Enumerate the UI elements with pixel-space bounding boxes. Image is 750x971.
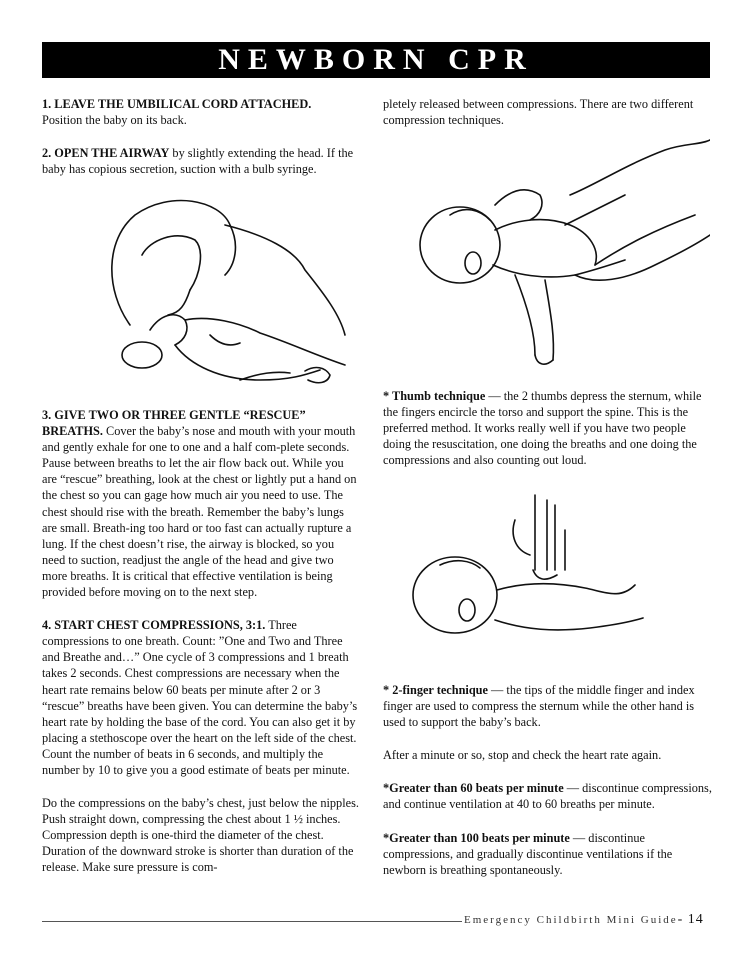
page-title: NEWBORN CPR: [218, 43, 534, 76]
left-column-lower: [42, 407, 360, 893]
step-3-heading: 3. GIVE TWO OR THREE GENTLE “RESCUE” BREATHS.: [42, 408, 306, 439]
page-number: - 14: [677, 912, 704, 927]
step-4: [42, 617, 360, 778]
step-1: [42, 96, 360, 128]
step-1-heading: 1. LEAVE THE UMBILICAL CORD ATTACHED.: [42, 97, 312, 111]
techniques-intro: pletely released between compressions. There are two different compression techniques.: [383, 97, 694, 128]
footer-guide-title: Emergency Childbirth Mini Guide: [464, 914, 678, 926]
two-finger-technique-illustration: [405, 490, 645, 665]
step-4-continued: Do the compressions on the baby’s chest, just below the nipples. Push straight down, compressing the chest about 1 ½ inches. Compression depth is one-third the diameter of the chest. Duration of the downward stroke is shorter than duration of the release. Make sure pressure is com-: [42, 796, 359, 875]
footer-rule: [42, 921, 462, 922]
two-finger-technique: [383, 682, 713, 730]
thumb-technique-body: — the 2 thumbs depress the sternum, while the fingers encircle the torso and support the spine. This is the preferred method. It works really well if you have two people doing the resuscitation, one doing the breaths and one doing the compressions and also counting out loud.: [383, 389, 702, 468]
greater-than-60-body: — discontinue compressions, and continue ventilation at 40 to 60 breaths per minute.: [383, 781, 712, 812]
greater-than-100: [383, 830, 713, 878]
rescue-breath-illustration: [90, 195, 355, 395]
right-column-middle: [383, 388, 713, 485]
two-finger-technique-body: — the tips of the middle finger and index finger are used to compress the sternum while the other hand is used to support the baby’s back.: [383, 683, 695, 730]
step-2: [42, 145, 360, 177]
thumb-technique-illustration: [395, 135, 710, 375]
step-2-heading: 2. OPEN THE AIRWAY: [42, 146, 170, 161]
footer: [464, 912, 704, 928]
step-3: [42, 407, 360, 600]
left-column: [42, 96, 360, 194]
right-column-bottom: [383, 682, 713, 895]
title-bar: [42, 42, 710, 78]
thumb-technique: [383, 388, 713, 468]
two-finger-technique-heading: * 2-finger technique: [383, 683, 488, 697]
greater-than-60-heading: *Greater than 60 beats per minute: [383, 781, 564, 796]
step-3-body: Cover the baby’s nose and mouth with your mouth and gently exhale for one to one and a half com-plete seconds. Pause between breaths to let the air flow back out. While you are “rescue” breathing, look at the chest or lightly put a hand on the chest so you can gage how much air you need to use. The chest should rise with the breath. Remember the baby’s lungs are small. Breath-ing too hard or too fast can actually rupture a lung. If the chest doesn’t rise, the airway is blocked, so you need to suction, readjust the angle of the head and give two more breaths. It is critical that effective ventilation is being provided before moving on to the next step.: [42, 424, 357, 600]
greater-than-100-heading: *Greater than 100 beats per minute: [383, 830, 570, 845]
step-2-body: by slightly extending the head. If the baby has copious secretion, suction with a bulb syringe.: [42, 146, 354, 177]
after-minute-note: After a minute or so, stop and check the heart rate again.: [383, 748, 662, 763]
greater-than-60: [383, 780, 713, 812]
greater-than-100-body: — discontinue compressions, and gradually discontinue ventilations if the newborn is breathing spontaneously.: [383, 830, 673, 877]
step-1-body: Position the baby on its back.: [42, 113, 187, 128]
step-4-body: Three compressions to one breath. Count: ”One and Two and Three and Breathe and…” One cycle of 3 compressions and 1 breath takes 2 seconds. Chest compressions are necessary when the heart rate remains below 60 beats per minute after 2 or 3 “rescue” breaths have been given. You can determine the baby’s heart rate by holding the base of the cord. You can also get it by placing a stethoscope over the heart on the left side of the chest. Count the number of beats in 6 seconds, and multiply the number by 10 to give you a good estimate of beats per minute.: [42, 618, 358, 777]
thumb-technique-heading: * Thumb technique: [383, 389, 486, 403]
step-4-heading: 4. START CHEST COMPRESSIONS, 3:1.: [42, 618, 266, 633]
